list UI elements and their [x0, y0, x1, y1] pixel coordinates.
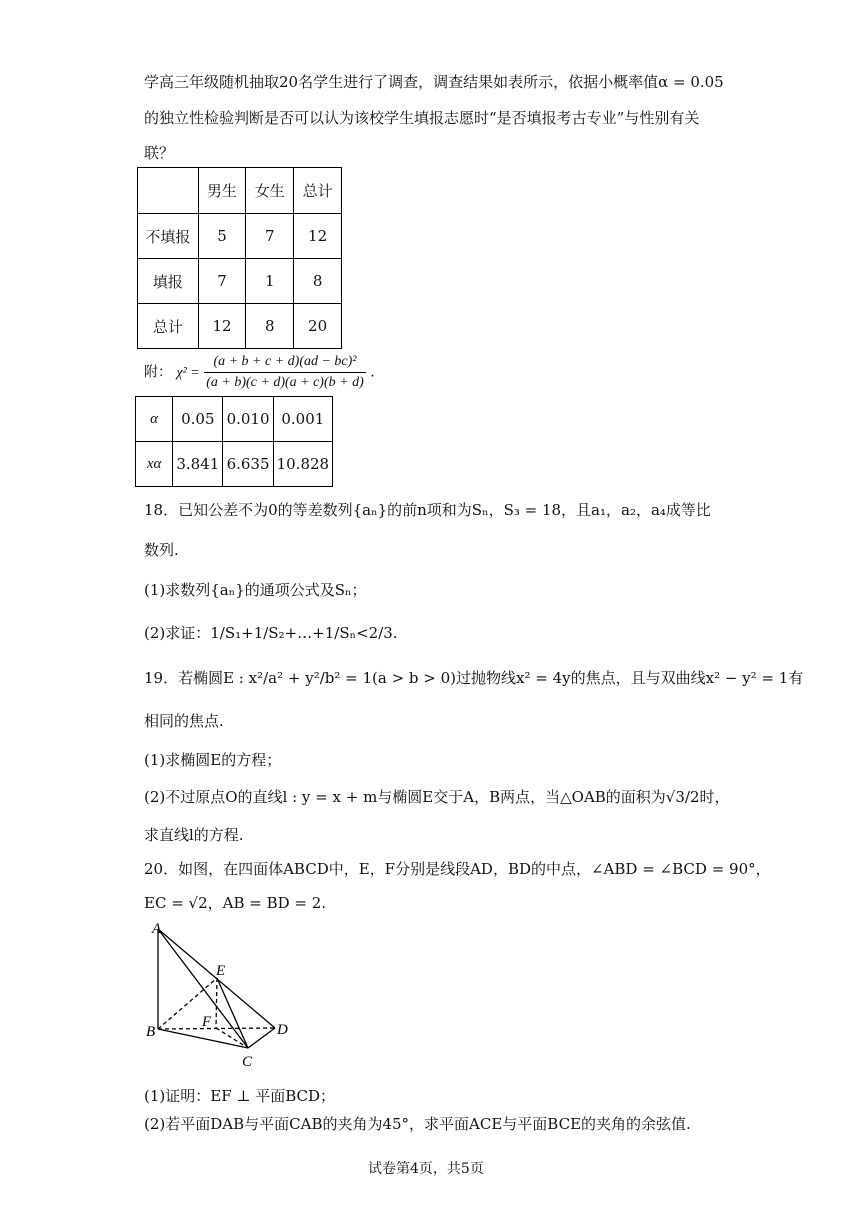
table-cell: α [136, 397, 173, 442]
table-row [138, 304, 342, 349]
label-a: A [152, 921, 162, 937]
label-e: E [216, 963, 226, 979]
chi-square-formula [144, 354, 375, 391]
label-f: F [202, 1014, 212, 1030]
table-cell: 总计 [138, 304, 199, 349]
table-cell: 5 [198, 214, 246, 259]
edge-ac [158, 929, 248, 1048]
intro-line-2: 的独立性检验判断是否可以认为该校学生填报志愿时“是否填报考古专业”与性别有关 [144, 109, 700, 127]
table-cell: 0.001 [273, 397, 332, 442]
table-cell: 10.828 [273, 442, 332, 487]
table-cell: 12 [198, 304, 246, 349]
q19-part-2a: (2)不过原点O的直线l : y = x + m与椭圆E交于A，B两点，当△OAB的面积为√3/2时， [144, 788, 730, 806]
table-row [138, 214, 342, 259]
q20-part-2: (2)若平面DAB与平面CAB的夹角为45°，求平面ACE与平面BCE的夹角的余弦值. [144, 1115, 691, 1133]
q20-part-1: (1)证明：EF ⊥ 平面BCD； [144, 1087, 336, 1105]
table-cell: 0.05 [173, 397, 223, 442]
table-row [136, 442, 333, 487]
table-cell: 8 [294, 259, 342, 304]
q18-part-1: (1)求数列{aₙ}的通项公式及Sₙ； [144, 581, 367, 599]
label-c: C [242, 1054, 253, 1070]
contingency-table [137, 167, 342, 349]
formula-numerator: (a + b + c + d)(ad − bc)² [204, 354, 366, 373]
q18-line-2: 数列. [144, 541, 179, 559]
table-row [136, 397, 333, 442]
q18-line-1: 18．已知公差不为0的等差数列{aₙ}的前n项和为Sₙ，S₃ = 18，且a₁，a₂，a₄成等比 [144, 501, 711, 519]
table-cell: 总计 [294, 168, 342, 214]
q19-part-1: (1)求椭圆E的方程； [144, 751, 282, 769]
label-d: D [277, 1022, 288, 1038]
label-b: B [146, 1024, 156, 1040]
segment-ef [216, 978, 217, 1028]
q20-line-2: EC = √2，AB = BD = 2. [144, 894, 327, 912]
table-header-row [138, 168, 342, 214]
edge-cd [248, 1028, 275, 1048]
table-cell: 12 [294, 214, 342, 259]
table-cell: 1 [246, 259, 294, 304]
tetrahedron-figure [138, 918, 298, 1078]
table-row [138, 259, 342, 304]
table-cell: 20 [294, 304, 342, 349]
formula-lhs: χ² = [176, 365, 200, 381]
table-cell: 7 [246, 214, 294, 259]
critical-value-table [135, 396, 333, 487]
table-cell [138, 168, 199, 214]
table-cell: 3.841 [173, 442, 223, 487]
q18-part-2: (2)求证：1/S₁+1/S₂+…+1/Sₙ<2/3. [144, 624, 398, 642]
q19-line-1: 19．若椭圆E : x²/a² + y²/b² = 1(a > b > 0)过抛物线x² = 4y的焦点，且与双曲线x² − y² = 1有 [144, 669, 804, 687]
table-cell: 6.635 [223, 442, 273, 487]
table-cell: 填报 [138, 259, 199, 304]
table-cell: xα [136, 442, 173, 487]
formula-denominator: (a + b)(c + d)(a + c)(b + d) [206, 375, 364, 390]
page-footer: 试卷第4页，共5页 [368, 1161, 484, 1177]
table-cell: 男生 [198, 168, 246, 214]
edge-bc [158, 1029, 248, 1048]
table-cell: 8 [246, 304, 294, 349]
q19-part-2b: 求直线l的方程. [144, 826, 244, 844]
formula-fraction [204, 354, 366, 391]
table-cell: 0.010 [223, 397, 273, 442]
q19-line-2: 相同的焦点. [144, 712, 224, 730]
intro-line-1: 学高三年级随机抽取20名学生进行了调查，调查结果如表所示，依据小概率值α = 0.05 [144, 73, 724, 91]
table-cell: 女生 [246, 168, 294, 214]
q20-line-1: 20．如图，在四面体ABCD中，E，F分别是线段AD，BD的中点，∠ABD = ∠BCD = 90°， [144, 860, 771, 878]
table-cell: 不填报 [138, 214, 199, 259]
table-cell: 7 [198, 259, 246, 304]
formula-suffix: . [370, 364, 375, 381]
formula-prefix: 附： [144, 364, 172, 381]
intro-line-3: 联？ [144, 144, 175, 162]
